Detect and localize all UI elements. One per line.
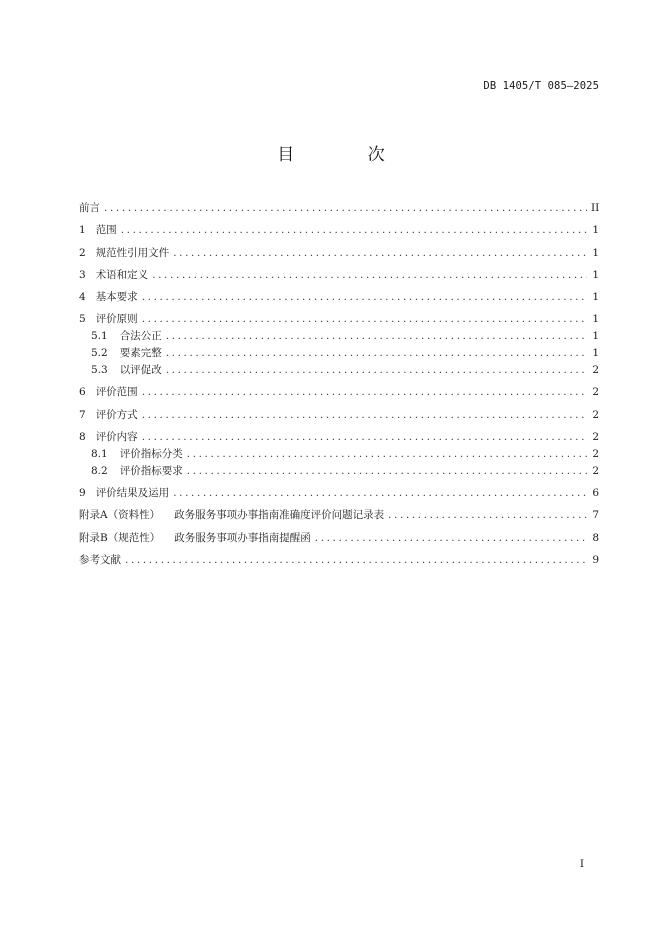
toc-entry-number: 8.1 — [91, 447, 108, 460]
toc-entry[interactable] — [79, 530, 599, 547]
toc-dot-leader — [187, 463, 587, 480]
toc-entry-label — [96, 429, 138, 446]
toc-entry[interactable] — [79, 311, 599, 328]
toc-dot-leader — [142, 407, 587, 424]
toc-entry-label-text: 附录A（资料性） — [79, 509, 161, 522]
toc-entry-label-text: 评价原则 — [95, 313, 138, 326]
toc-entry-page: 1 — [592, 347, 599, 360]
toc-entry-number: 6 — [79, 386, 86, 399]
toc-entry-page: 6 — [592, 487, 599, 500]
toc-entry-label-text: 评价结果及运用 — [95, 487, 170, 500]
toc-entry-page: 1 — [592, 291, 599, 304]
page-title: 目 次 — [277, 145, 419, 165]
toc-entry-label-subtitle: 政务服务事项办事指南提醒函 — [174, 531, 311, 544]
toc-entry-page: 1 — [592, 330, 599, 343]
toc-entry-label — [96, 384, 138, 401]
toc-entry-label — [120, 328, 162, 345]
toc-entry-page: 2 — [592, 431, 599, 444]
toc-dot-leader — [173, 245, 587, 262]
toc-dot-leader — [187, 446, 587, 463]
toc-dot-leader — [388, 507, 587, 524]
toc-entry-number: 5.1 — [91, 330, 108, 343]
toc-entry-number: 5.3 — [91, 364, 108, 377]
toc-entry-page: 7 — [592, 509, 599, 522]
toc-entry[interactable] — [79, 267, 599, 284]
toc-dot-leader — [142, 311, 587, 328]
toc-entry-page: 2 — [592, 408, 599, 421]
toc-entry[interactable] — [79, 384, 599, 401]
page-number: I — [579, 858, 584, 870]
toc-entry-page: 1 — [592, 313, 599, 326]
toc-dot-leader — [142, 429, 587, 446]
toc-entry-label-text: 规范性引用文件 — [95, 246, 170, 259]
toc-entry-label — [96, 245, 170, 262]
toc-entry-number: 2 — [79, 246, 86, 259]
toc-entry-label-text: 合法公正 — [119, 330, 162, 343]
toc-dot-leader — [315, 530, 587, 547]
toc-dot-leader — [166, 345, 587, 362]
toc-entry-number: 9 — [79, 487, 86, 500]
toc-entry-page: 2 — [592, 464, 599, 477]
toc-entry-label — [120, 463, 183, 480]
toc-dot-leader — [142, 289, 587, 306]
toc-entry-label-text: 评价范围 — [95, 386, 138, 399]
document-code: DB 1405/T 085—2025 — [483, 80, 599, 92]
toc-entry-page: 8 — [592, 531, 599, 544]
toc-entry-label — [96, 311, 138, 328]
toc-entry-label-text: 评价内容 — [95, 431, 138, 444]
toc-dot-leader — [125, 552, 587, 569]
toc-entry-label — [96, 222, 117, 239]
toc-entry-number: 8 — [79, 431, 86, 444]
toc-entry-label — [96, 267, 149, 284]
toc-entry-label-text: 参考文献 — [79, 554, 121, 567]
toc-entry-number: 5 — [79, 313, 86, 326]
toc-entry-page: 1 — [592, 268, 599, 281]
toc-dot-leader — [142, 384, 587, 401]
toc-entry-label — [120, 345, 162, 362]
toc-entry-label-text: 评价方式 — [95, 408, 138, 421]
table-of-contents — [79, 200, 599, 569]
toc-entry-page: II — [591, 202, 600, 214]
toc-dot-leader — [173, 485, 587, 502]
toc-entry[interactable] — [79, 429, 599, 446]
toc-entry[interactable] — [79, 485, 599, 502]
toc-entry-page: 1 — [592, 224, 599, 237]
toc-entry-label-text: 前言 — [79, 202, 100, 214]
toc-entry-number: 7 — [79, 408, 86, 421]
toc-entry-label-text: 术语和定义 — [95, 268, 149, 281]
toc-entry[interactable] — [79, 245, 599, 262]
toc-entry[interactable] — [79, 463, 599, 480]
toc-entry-label-subtitle: 政务服务事项办事指南准确度评价问题记录表 — [174, 509, 385, 522]
toc-entry-page: 2 — [592, 364, 599, 377]
toc-entry[interactable] — [79, 345, 599, 362]
toc-entry-label — [120, 446, 183, 463]
toc-entry[interactable] — [79, 200, 599, 217]
toc-entry-label — [96, 407, 138, 424]
toc-entry-label-text: 要素完整 — [119, 347, 162, 360]
toc-entry[interactable] — [79, 328, 599, 345]
toc-entry-page: 2 — [592, 386, 599, 399]
toc-entry-number: 8.2 — [91, 464, 108, 477]
toc-entry-label-text: 附录B（规范性） — [79, 531, 161, 544]
toc-entry-number: 1 — [79, 224, 86, 237]
toc-entry-page: 1 — [592, 246, 599, 259]
toc-entry-label — [79, 507, 384, 524]
toc-entry-label-text: 基本要求 — [95, 291, 138, 304]
toc-entry-label-text: 范围 — [95, 224, 117, 237]
toc-entry-label-text: 以评促改 — [119, 364, 162, 377]
toc-entry[interactable] — [79, 507, 599, 524]
toc-entry-label — [96, 289, 138, 306]
toc-entry[interactable] — [79, 289, 599, 306]
toc-entry-label — [79, 552, 121, 569]
toc-entry[interactable] — [79, 222, 599, 239]
toc-entry[interactable] — [79, 446, 599, 463]
toc-entry[interactable] — [79, 407, 599, 424]
toc-entry[interactable] — [79, 362, 599, 379]
toc-entry-page: 9 — [592, 554, 599, 567]
toc-entry-number: 3 — [79, 268, 86, 281]
toc-entry-label — [120, 362, 162, 379]
toc-dot-leader — [166, 362, 587, 379]
toc-entry-number: 5.2 — [91, 347, 108, 360]
toc-entry[interactable] — [79, 552, 599, 569]
toc-dot-leader — [152, 267, 587, 284]
toc-entry-label-text: 评价指标要求 — [119, 464, 183, 477]
toc-dot-leader — [121, 222, 587, 239]
toc-entry-number: 4 — [79, 291, 86, 304]
toc-entry-label — [79, 530, 311, 547]
toc-entry-label — [96, 485, 170, 502]
toc-entry-label-text: 评价指标分类 — [119, 447, 183, 460]
toc-entry-label — [79, 200, 100, 217]
toc-dot-leader — [104, 200, 587, 217]
toc-entry-page: 2 — [592, 447, 599, 460]
toc-dot-leader — [166, 328, 587, 345]
